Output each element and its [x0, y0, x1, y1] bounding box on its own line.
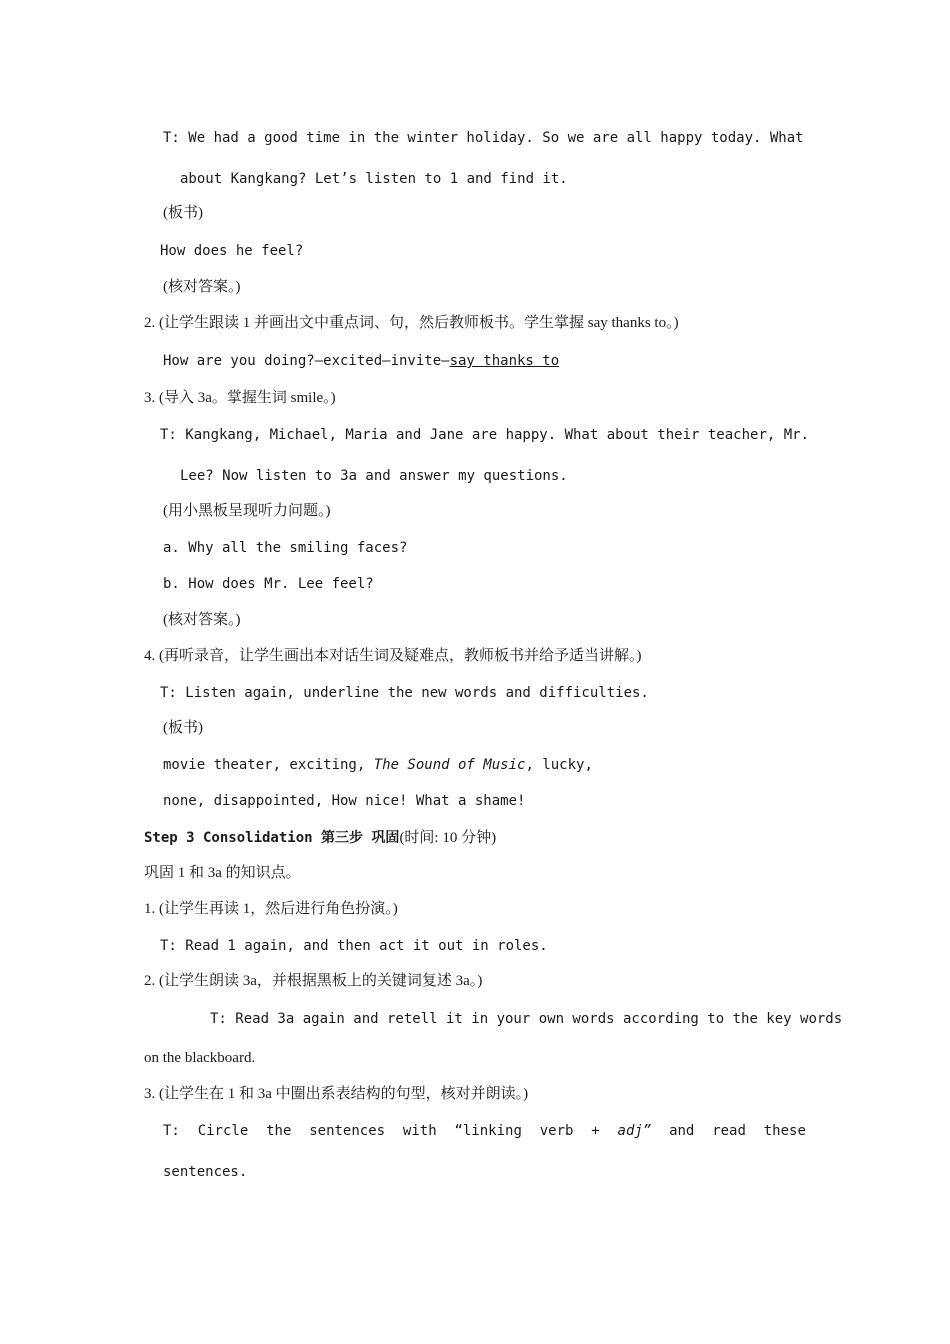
word: T:	[163, 1123, 180, 1139]
text-line: (板书)	[163, 205, 203, 221]
text-line: on the blackboard.	[144, 1050, 256, 1066]
word: verb	[539, 1123, 574, 1139]
text-line: a. Why all the smiling faces?	[163, 540, 408, 556]
word: Circle	[197, 1123, 249, 1139]
movie-title: The Sound of Music	[373, 757, 526, 773]
text-line: T: Kangkang, Michael, Maria and Jane are happy. What about their teacher, Mr.	[160, 427, 810, 443]
text-line	[163, 351, 559, 371]
word: read	[712, 1123, 746, 1139]
justified-line	[163, 1121, 806, 1141]
word: +	[591, 1123, 600, 1139]
text-line: T: Read 1 again, and then act it out in roles.	[160, 938, 548, 954]
step-title: Step 3 Consolidation 第三步 巩固	[144, 830, 400, 846]
text-line: 3. (让学生在 1 和 3a 中圈出系表结构的句型，核对并朗读。)	[144, 1086, 529, 1102]
text-line: (核对答案。)	[163, 612, 241, 628]
text-line: none, disappointed, How nice! What a shame!	[163, 793, 526, 809]
text-line: T: Read 3a again and retell it in your own words according to the key words	[210, 1011, 843, 1027]
text-line: sentences.	[163, 1164, 248, 1180]
text-line: 4. (再听录音，让学生画出本对话生词及疑难点，教师板书并给予适当讲解。)	[144, 648, 642, 664]
text-line: 3. (导入 3a。掌握生词 smile。)	[144, 390, 336, 406]
underlined-phrase: say thanks to	[449, 353, 560, 369]
section-heading	[144, 828, 496, 848]
text-line: about Kangkang? Let’s listen to 1 and find it.	[180, 171, 568, 187]
word: with	[402, 1123, 437, 1139]
text-line: T: We had a good time in the winter holiday. So we are all happy today. What	[163, 130, 804, 146]
text-line: (核对答案。)	[163, 279, 241, 295]
text-line: Lee? Now listen to 3a and answer my questions.	[180, 468, 568, 484]
word: sentences	[309, 1123, 386, 1139]
text-line	[163, 755, 593, 775]
step-time: (时间: 10 分钟)	[399, 830, 497, 846]
text-span: movie theater, exciting,	[163, 757, 374, 773]
text-line: 2. (让学生跟读 1 并画出文中重点词、句，然后教师板书。学生掌握 say thanks to。)	[144, 315, 679, 331]
text-line: (板书)	[163, 720, 203, 736]
word: “linking	[454, 1123, 522, 1139]
word: adj”	[617, 1123, 652, 1139]
text-line: T: Listen again, underline the new words and difficulties.	[160, 685, 649, 701]
text-line: (用小黑板呈现听力问题。)	[163, 503, 331, 519]
text-span: , lucky,	[525, 757, 593, 773]
text-line: 1. (让学生再读 1，然后进行角色扮演。)	[144, 901, 398, 917]
text-line: b. How does Mr. Lee feel?	[163, 576, 374, 592]
text-line: 2. (让学生朗读 3a，并根据黑板上的关键词复述 3a。)	[144, 973, 483, 989]
word: these	[763, 1123, 806, 1139]
word: and	[669, 1123, 695, 1139]
text-line: How does he feel?	[160, 243, 304, 259]
text-span: How are you doing?—excited—invite—	[163, 353, 450, 369]
word: the	[266, 1123, 292, 1139]
text-line: 巩固 1 和 3a 的知识点。	[144, 865, 301, 881]
